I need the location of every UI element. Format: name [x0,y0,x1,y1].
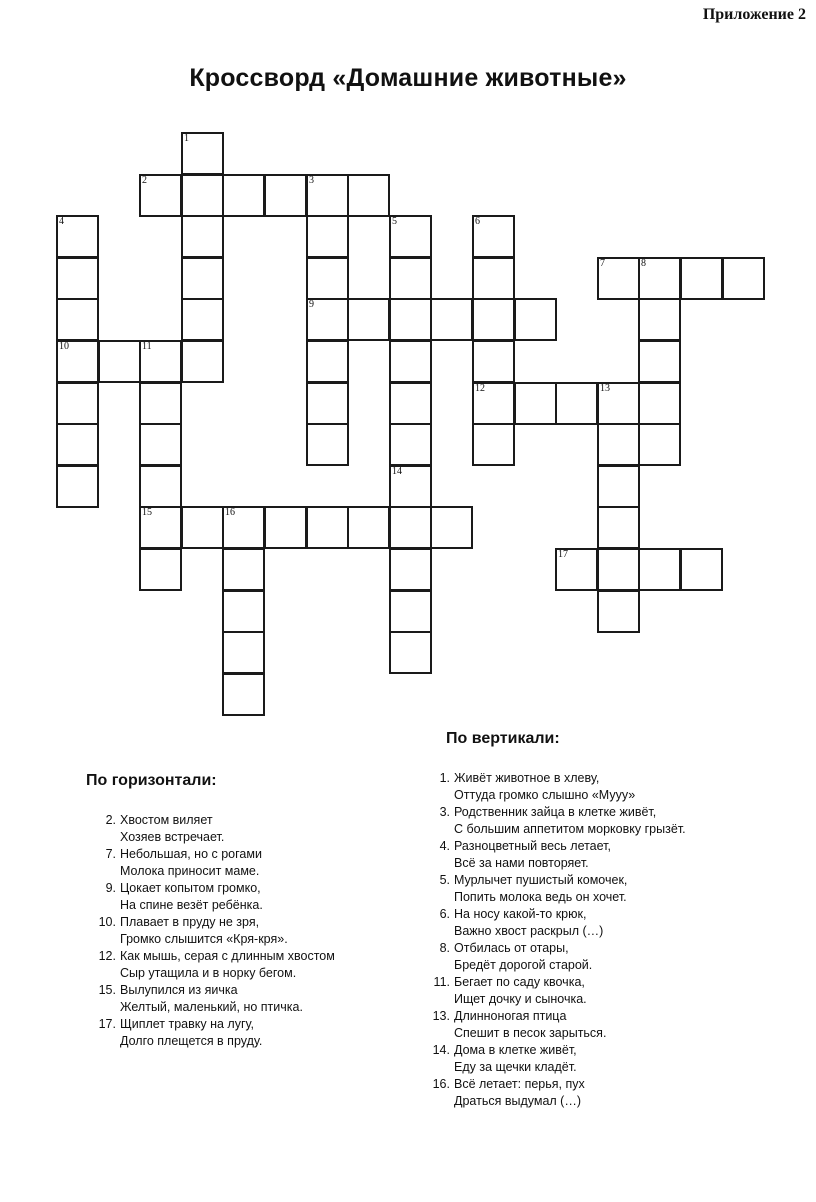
crossword-cell [306,506,349,549]
crossword-cell [597,382,640,425]
crossword-cell [680,257,723,300]
crossword-cell [306,340,349,383]
crossword-cell [181,298,224,341]
crossword-cell [389,423,432,466]
crossword-cell-number: 2 [142,175,147,186]
crossword-cell [264,174,307,217]
down-clues [420,770,686,1110]
crossword-cell [389,382,432,425]
crossword-cell-number: 12 [475,383,485,394]
crossword-cell [264,506,307,549]
crossword-cell [638,423,681,466]
clue-across-15: 15. Вылупился из яичка Желтый, маленький, но птичка. [98,983,303,1014]
crossword-cell [472,257,515,300]
crossword-cell [347,174,390,217]
crossword-cell [389,215,432,258]
clue-down-3: 3. Родственник зайца в клетке живёт, С большим аппетитом морковку грызёт. [439,805,686,836]
crossword-cell [181,506,224,549]
clue-down-5: 5. Мурлычет пушистый комочек, Попить молока ведь он хочет. [439,873,628,904]
crossword-cell-number: 9 [309,299,314,310]
crossword-cell [98,340,141,383]
crossword-cell [472,215,515,258]
crossword-cell [597,590,640,633]
crossword-cell-number: 10 [59,341,69,352]
crossword-cell-number: 14 [392,466,402,477]
clue-across-10: 10. Плавает в пруду не зря, Громко слышится «Кря-кря». [98,915,288,946]
crossword-cell [638,548,681,591]
crossword-cell [389,590,432,633]
crossword-cell [139,423,182,466]
crossword-cell [430,298,473,341]
clue-across-7: 7. Небольшая, но с рогами Молока приносит маме. [105,847,262,878]
crossword-cell [181,132,224,175]
clue-down-8: 8. Отбилась от отары, Бредёт дорогой старой. [439,941,593,972]
crossword-cell [472,423,515,466]
crossword-cell [139,506,182,549]
crossword-cell [56,382,99,425]
crossword-cell [514,298,557,341]
crossword-cell [722,257,765,300]
crossword-cell [139,465,182,508]
crossword-cell [222,506,265,549]
clue-down-13: 13. Длинноногая птица Спешит в песок зарыться. [432,1009,607,1040]
clue-across-12: 12. Как мышь, серая с длинным хвостом Сыр утащила и в норку бегом. [98,949,335,980]
clue-down-6: 6. На носу какой-то крюк, Важно хвост раскрыл (…) [439,907,604,938]
crossword-cell-number: 7 [600,258,605,269]
crossword-cell [389,257,432,300]
crossword-cell [389,465,432,508]
crossword-cell [389,340,432,383]
clue-across-2: 2. Хвостом виляет Хозяев встречает. [105,813,225,844]
crossword-cell [139,174,182,217]
crossword-cell [430,506,473,549]
crossword-cell [56,465,99,508]
crossword-cell-number: 3 [309,175,314,186]
crossword-cell-number: 13 [600,383,610,394]
clue-down-4: 4. Разноцветный весь летает, Всё за нами повторяет. [439,839,611,870]
crossword-cell [597,548,640,591]
crossword-cell [680,548,723,591]
crossword-cell-number: 15 [142,507,152,518]
crossword-cell [306,382,349,425]
crossword-cell [555,548,598,591]
clue-down-16: 16. Всё летает: перья, пух Драться выдумал (…) [432,1077,585,1108]
crossword-cell [306,174,349,217]
clue-across-9: 9. Цокает копытом громко, На спине везёт ребёнка. [105,881,263,912]
crossword-cell [306,298,349,341]
crossword-cell [56,215,99,258]
crossword-cell [638,340,681,383]
crossword-cell [56,257,99,300]
clue-down-1: 1. Живёт животное в хлеву, Оттуда громко слышно «Мууу» [439,771,636,802]
crossword-cell-number: 6 [475,216,480,227]
crossword-cell [472,298,515,341]
crossword-cell [56,340,99,383]
crossword-cell [555,382,598,425]
crossword-cell [347,506,390,549]
crossword-cell [139,382,182,425]
page-title: Кроссворд «Домашние животные» [189,64,627,92]
crossword-cell-number: 8 [641,258,646,269]
clue-down-11: 11. Бегает по саду квочка, Ищет дочку и сыночка. [433,975,587,1006]
crossword-cell [181,340,224,383]
crossword-cell [222,174,265,217]
crossword-cell [222,673,265,716]
crossword-cell [139,340,182,383]
appendix-label: Приложение 2 [702,6,806,23]
crossword-cell [389,298,432,341]
crossword-cell [638,298,681,341]
crossword-cell [597,465,640,508]
crossword-cell [472,340,515,383]
crossword-cell [56,423,99,466]
crossword-cell-number: 1 [184,133,189,144]
across-clues [86,812,335,1050]
crossword-cell [139,548,182,591]
crossword-cell [638,257,681,300]
clue-down-14: 14. Дома в клетке живёт, Еду за щечки кладёт. [432,1043,577,1074]
crossword-cell [306,423,349,466]
crossword-cell [181,215,224,258]
crossword-cell [389,506,432,549]
crossword-cell [638,382,681,425]
crossword-cell [306,257,349,300]
crossword-cell [181,174,224,217]
crossword-cell [181,257,224,300]
crossword-cell-number: 16 [225,507,235,518]
crossword-cell-number: 17 [558,549,568,560]
crossword-cell [389,631,432,674]
crossword-cell [514,382,557,425]
crossword-cell-number: 4 [59,216,64,227]
crossword-cell-number: 5 [392,216,397,227]
across-heading: По горизонтали: [86,772,217,789]
crossword-cell [222,631,265,674]
crossword-cell [597,506,640,549]
crossword-cell [347,298,390,341]
crossword-cell [222,548,265,591]
crossword-cell [306,215,349,258]
crossword-cell [56,298,99,341]
crossword-cell [597,423,640,466]
crossword-cell [472,382,515,425]
crossword-cell [222,590,265,633]
clue-across-17: 17. Щиплет травку на лугу, Долго плещется в пруду. [98,1017,263,1048]
crossword-cell [389,548,432,591]
crossword-cell [597,257,640,300]
crossword-cell-number: 11 [142,341,152,352]
down-heading: По вертикали: [446,730,560,747]
